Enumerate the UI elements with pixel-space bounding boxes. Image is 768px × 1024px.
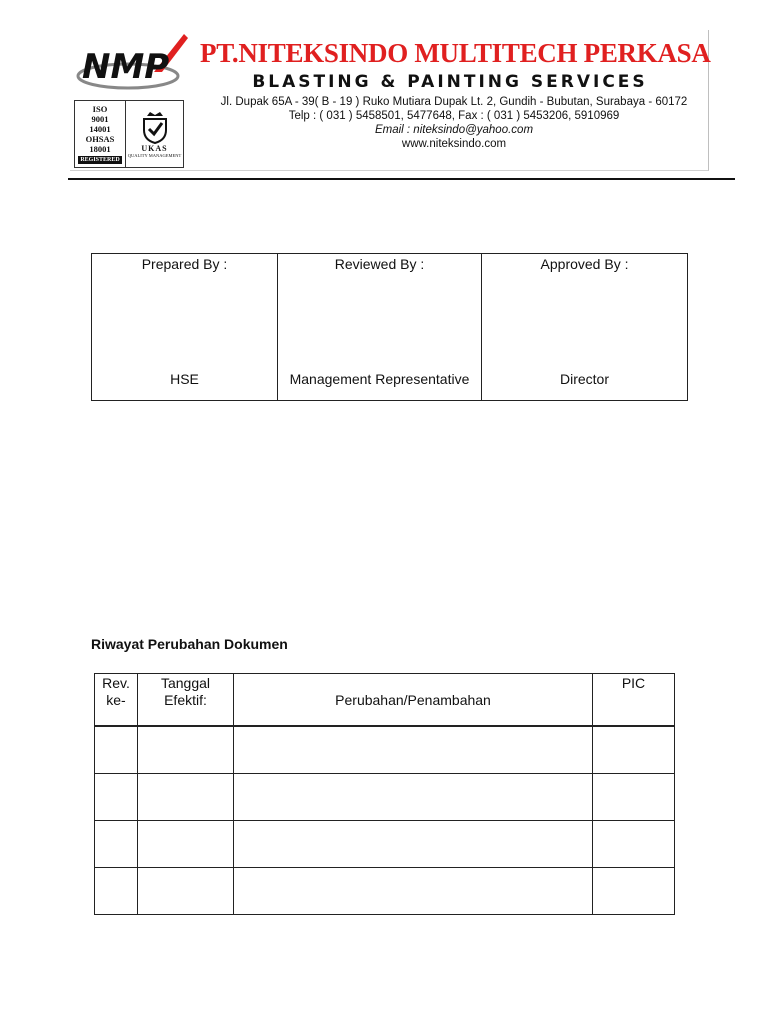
table-cell [138,868,234,915]
company-email: Email : niteksindo@yahoo.com [374,124,534,136]
table-cell [593,726,675,774]
revision-history-table [94,673,675,915]
crown-check-icon [138,110,172,144]
approval-table [91,253,688,401]
table-cell [593,774,675,821]
approval-signatory: HSE [170,371,199,387]
company-website: www.niteksindo.com [401,138,507,150]
table-cell [234,821,593,868]
table-cell [95,774,138,821]
table-cell [234,868,593,915]
company-phone: Telp : ( 031 ) 5458501, 5477648, Fax : ( 031 ) 5453206, 5910969 [288,110,620,122]
approval-signatory: Director [559,371,609,387]
approval-role: Reviewed By : [334,256,425,272]
history-title: Riwayat Perubahan Dokumen [91,636,288,652]
approval-role: Prepared By : [141,256,228,272]
table-cell [138,774,234,821]
ukas-certificate: UKAS QUALITY MANAGEMENT [126,101,183,167]
table-row [95,726,675,774]
approval-role: Approved By : [540,256,629,272]
company-address: Jl. Dupak 65A - 39( B - 19 ) Ruko Mutiara Dupak Lt. 2, Gundih - Bubutan, Surabaya - 60172 [220,96,688,108]
header-tanggal: Tanggal Efektif: [138,674,234,727]
table-cell [234,726,593,774]
table-cell [593,821,675,868]
table-header-row [95,674,675,727]
table-cell [593,868,675,915]
table-cell [95,726,138,774]
table-cell [138,821,234,868]
approval-cell-reviewed [278,254,482,401]
table-row [95,774,675,821]
approval-cell-approved [482,254,688,401]
certification-badge [74,100,184,168]
approval-cell-prepared [92,254,278,401]
logo-text: NMP [82,47,170,87]
table-cell [138,726,234,774]
approval-signatory: Management Representative [289,371,470,387]
iso-certificate: ISO 9001 14001 OHSAS 18001 REGISTERED [75,101,126,167]
company-name: PT.NITEKSINDO MULTITECH PERKASA [200,38,711,68]
header-rev: Rev. ke- [95,674,138,727]
table-cell [95,868,138,915]
table-row [95,821,675,868]
company-logo [76,32,196,98]
header-perubahan: Perubahan/Penambahan [234,674,593,727]
letterhead [70,30,709,171]
table-row [95,868,675,915]
table-cell [95,821,138,868]
table-cell [234,774,593,821]
services-tagline: BLASTING & PAINTING SERVICES [252,72,648,92]
header-divider [68,178,735,180]
header-pic: PIC [593,674,675,727]
